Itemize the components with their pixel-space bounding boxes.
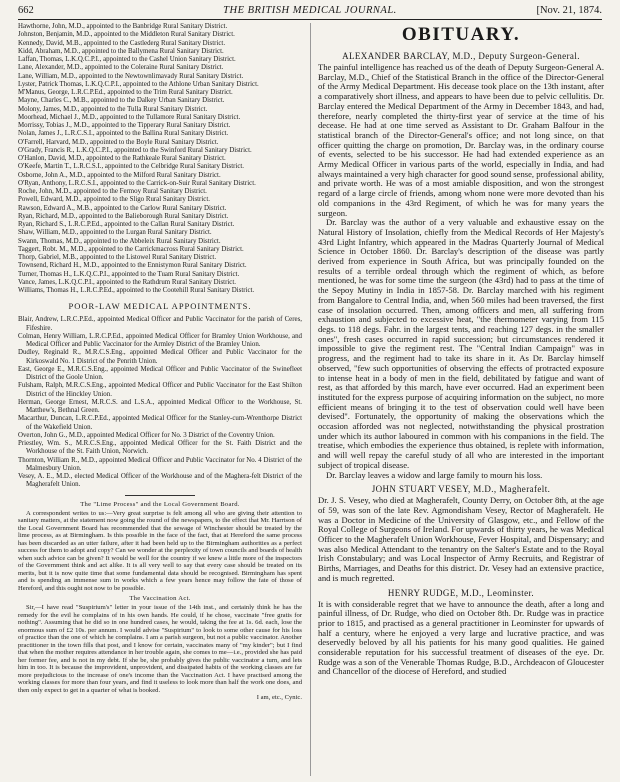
list-item: Laffan, Thomas, L.K.Q.C.P.I., appointed to the Cashel Union Sanitary District. <box>18 56 236 63</box>
list-item: Johnston, Benjamin, M.D., appointed to the Middleton Rural Sanitary District. <box>18 31 235 39</box>
obituary-paragraph: Dr. Barclay was the author of a very valuable and exhaustive essay on the Natural History of Insolation, chiefly from the Medical Records of Her Majesty's 43rd Light Infantry, which appeared in the Madras Quarterly Journal of Medical Science in October 1860. Dr. Barclay's description of the disease was partly derived from experience in South Africa, but was principally founded on the results of a terrible ordeal through which the regiment of which, as before mentioned, he was for some time the surgeon (the 43rd) had to pass at the time of the Sepoy Mutiny in India in 1857-58. Dr. Barclay marched with his regiment from Bangalore to Central India, and, when 560 miles had been traversed, the first case of insolation occurred. Then, among officers and men, all suffering from exhaustion and subjected to excessive heat, "the thermometer varying from 115 degs. to 118 degs. Fahr. in the largest tents, and reaching 127 degs. in the smaller ones", fresh cases occurred in rapid succession; but circumstances rendered it impossible to give the regiment rest. The "Central Indian Campaign" was in progress, and the regiment had to take its share in it. As Dr. Barclay himself observed, "few such opportunities of observing the effects of protracted exposure to intense heat in a body of men in the field, debilitated by fatigue and want of rest, as that afforded by this march, have ever occurred. Had an experiment been instituted for the express purpose of acquiring information on the subject, no more efficient means of bringing it to the test of observation could well have been devised". Fortunately, the opportunity of making the observations which the occasion afforded was not neglected, notwithstanding the physical prostration under which its author laboured in common with his companions in the field. The treatise, which embodies the experience thus obtained, is replete with information, and will well repay the careful study of all who are interested in the important subject of tropical disease. <box>318 217 604 470</box>
list-item: Thorp, Gabriel, M.B., appointed to the Listowel Rural Sanitary District. <box>18 254 217 261</box>
list-item: Colman, Henry William, L.R.C.P.Ed., appointed Medical Officer for Bramley Union Workhouse, and Medical Officer and Public Vaccinator for the Armley District of the Bramley Union. <box>18 332 302 348</box>
lime-process-title: The "Lime Process" and the Local Government Board. <box>80 500 240 508</box>
list-item: O'Grady, Francis R., L.K.Q.C.P.I., appointed to the Swinford Rural Sanitary District. <box>18 146 252 154</box>
list-item: M'Manus, George, L.R.C.P.Ed., appointed to the Trim Rural Sanitary District. <box>18 89 233 96</box>
left-column <box>18 23 302 778</box>
obituary-paragraph: The painful intelligence has reached us of the death of Deputy Surgeon-General A. Barclay, M.D., Chief of the Statistical Branch in the office of the Director-General of the Army Medical Department. His decease took place on the 13th instant, after a comparatively short illness, and appears to have been due to pelvic cellulitis. Dr. Barclay entered the Medical Department of the Army in December 1843, and had, therefore, nearly completed the thirty-first year of service at the time of his decease. He had at one time served as Assistant to Dr. Graham Balfour in the statistical branch of the Director-General's office; and not long since, on that officer quitting the charge on promotion, Dr. Barclay was, in the ordinary course of events, selected to be his successor. He had had extended experience as an Army Medical Officer in various parts of the world, especially in India, and had always maintained a very high character for good sound sense, professional ability, and private worth. He was of a most amiable disposition, and won the strongest regard of a large circle of friends, among whom none were more devoted than his old companions in the 43rd Regiment, of which he was for many years the surgeon. <box>318 62 604 218</box>
poor-law-list <box>18 316 302 489</box>
obituary-name-barclay: ALEXANDER BARCLAY, M.D., Deputy Surgeon-General. <box>342 51 580 61</box>
list-item: O'Hanlon, David, M.D., appointed to the Rathkeale Rural Sanitary District. <box>18 155 226 162</box>
list-item: Shaw, William, M.D., appointed to the Lurgan Rural Sanitary District. <box>18 229 212 237</box>
vaccination-signature: I am, etc., Cynic. <box>256 694 302 701</box>
list-item: Osborne, John A., M.D., appointed to the Milford Rural Sanitary District. <box>18 171 221 179</box>
journal-title: THE BRITISH MEDICAL JOURNAL. <box>223 5 397 16</box>
list-item: O'Ryan, Anthony, L.R.C.S.I., appointed to the Carrick-on-Suir Rural Sanitary District. <box>18 179 256 187</box>
poor-law-title: POOR-LAW MEDICAL APPOINTMENTS. <box>68 301 252 312</box>
irish-appointments-list <box>18 23 302 295</box>
list-item: Roche, John, M.D., appointed to the Fermoy Rural Sanitary District. <box>18 188 207 195</box>
obituary-paragraph: Dr. J. S. Vesey, who died at Magherafelt, County Derry, on October 8th, at the age of 59, was son of the late Rev. Agmondisham Vesey, Rector of Magherafelt. He was a Doctor in Medicine of the University of Glasgow, etc., and Fellow of the Royal College of Surgeons of Ireland. For upwards of thirty years, he was Medical Officer to the Magherafelt Union Workhouse, Fever Hospital, and Dispensary; and was also Medical Attendant to the tenantry on the Salter's Estate and to the Royal Irish Constabulary; and was Local Inspector of Army Recruits, and Registrar of Births, Marriages, and Deaths for this district. Dr. Vesey had an extensive practice, and is much regretted. <box>318 495 604 583</box>
list-item: Rawson, Edward A., M.B., appointed to the Carlow Rural Sanitary District. <box>18 204 227 212</box>
obituary-name-vesey: JOHN STUART VESEY, M.D., Magherafelt. <box>371 484 551 495</box>
list-item: O'Keefe, Martin T., L.R.C.S.I., appointed to the Celbridge Rural Sanitary District. <box>18 163 245 171</box>
right-column <box>318 23 604 778</box>
list-item: Vance, James, L.K.Q.C.P.I., appointed to the Rathdrum Rural Sanitary District. <box>18 278 236 286</box>
list-item: Molony, James, M.D., appointed to the Tulla Rural Sanitary District. <box>18 105 208 113</box>
page-header <box>18 4 602 18</box>
list-item: Overton, John G., M.D., appointed Medical Officer for No. 3 District of the Coventry Union. <box>18 431 275 439</box>
list-item: Vesey, A. E., M.D., elected Medical Officer of the Workhouse and of the Maghera-felt District of the Magherafelt Union. <box>18 473 302 489</box>
page-number: 662 <box>18 5 34 16</box>
list-item: Kidd, Abraham, M.D., appointed to the Ballymena Rural Sanitary District. <box>18 47 224 55</box>
vaccination-title: The Vaccination Act. <box>129 595 191 602</box>
list-item: Lane, Alexander, M.D., appointed to the Coleraine Rural Sanitary District. <box>18 64 224 72</box>
list-item: Kennedy, David, M.B., appointed to the Castlederg Rural Sanitary District. <box>18 39 226 47</box>
list-item: Herman, George Ernest, M.R.C.S. and L.S.A., appointed Medical Officer to the Workhouse, St. Matthew's, Bethnal Green. <box>18 398 302 414</box>
list-item: Priestley, Wm. S., M.R.C.S.Eng., appointed Medical Officer for the St. Faith District and the Workhouse of the St. Faith Union, Norwich. <box>18 440 302 456</box>
list-item: Macarthur, Duncan, L.R.C.P.Ed., appointed Medical Officer for the Stanley-cum-Wrenthorpe District of the Wakefield Union. <box>18 415 302 431</box>
list-item: Powell, Edward, M.D., appointed to the Sligo Rural Sanitary District. <box>18 196 210 204</box>
list-item: O'Farrell, Harvard, M.D., appointed to the Boyle Rural Sanitary District. <box>18 138 219 146</box>
obituary-paragraph: It is with considerable regret that we have to announce the death, after a long and painful illness, of Dr. Rudge, who died on October 8th. Dr. Rudge was in practice prior to 1815, and practised as a general practitioner in Leominster for upwards of half a century, where he enjoyed a very large and lucrative practice, and was deservedly beloved by all his patients for his many good qualities. He gained considerable reputation for his successful treatment of diseases of the eye. Dr. Rudge was a son of the Venerable Thomas Rudge, B.D., Archdeacon of Gloucester and Chancellor of the diocese of Hereford, and studied <box>318 598 604 677</box>
list-item: Williams, Thomas H., L.R.C.P.Ed., appointed to the Cootehill Rural Sanitary District. <box>18 287 255 294</box>
section-rule <box>125 495 195 496</box>
lime-process-text: A correspondent writes to us:—Very great surprise is felt among all who are giving their attention to sanitary matters, at the statement now going the round of the newspapers, to the effect that Mr. Harrison of the Local Government Board has recommended that the sewage of Winchester should be treated by the lime process, as at Birmingham. Is this possible in the face of the fact, that at Hereford the same process has been discarded as an utter failure, after it had been held up to the Birmingham authorities as a perfect success for them to adopt and copy? Can we wonder at the perplexity of town councils and boards of health when such advice can be given? It would be well for the country if we knew a little more of the inspectors of the Government think and act alike. It is all very well to say that every case should be treated on its merits, but it is now quite time that some fundamental data should be recognised. Birmingham has spent and is spending an immense sum in works which a few years hence may follow the fate of those of Hereford, and this ought not now to be possible. <box>18 509 302 592</box>
list-item: Taggert, Robt. M., M.D., appointed to the Carrickmacross Rural Sanitary District. <box>18 245 244 253</box>
obituary-paragraph: Dr. Barclay leaves a widow and large family to mourn his loss. <box>326 469 543 480</box>
list-item: Blair, Andrew, L.R.C.P.Ed., appointed Medical Officer and Public Vaccinator for the parish of Ceres, Fifeshire. <box>18 316 302 332</box>
obituary-heading: OBITUARY. <box>401 24 521 45</box>
list-item: Lyster, Patrick Thomas, L.K.Q.C.P.I., appointed to the Athlone Urban Sanitary District. <box>18 80 259 88</box>
issue-date: [Nov. 21, 1874. <box>536 5 602 16</box>
column-divider <box>310 23 311 776</box>
list-item: Nolan, James J., L.R.C.S.I., appointed to the Ballina Rural Sanitary District. <box>18 130 229 138</box>
list-item: Hawthorne, John, M.D., appointed to the Banbridge Rural Sanitary District. <box>18 23 228 30</box>
header-rule <box>18 19 602 20</box>
list-item: Thornton, William R., M.D., appointed Medical Officer and Public Vaccinator for No. 4 District of the Malmesbury Union. <box>18 456 302 472</box>
list-item: Dudley, Reginald R., M.R.C.S.Eng., appointed Medical Officer and Public Vaccinator for the Kirkoswald No. 1 District of the Penrith Union. <box>18 349 302 365</box>
list-item: Moorhead, Michael J., M.D., appointed to the Tullamore Rural Sanitary District. <box>18 113 241 121</box>
list-item: Lane, William, M.D., appointed to the Newtownlimavady Rural Sanitary District. <box>18 72 244 80</box>
list-item: Fulsham, Ralph, M.R.C.S.Eng., appointed Medical Officer and Public Vaccinator for the East Shilton District of the Hinckley Union. <box>18 382 302 398</box>
vaccination-text: Sir,—I have read "Suspirium's" letter in your issue of the 14th inst., and certainly think he has the remedy for the evil he complains of in his own hands. He could, if he chose, vaccinate "free gratis for nothing". Assuming that he did so in one hundred cases, he would, taking the fee at 1s. 6d. each, lose the enormous sum of £2 10s. per annum. I would advise "Suspirium" to look to some other cause for his loss of practice than the one of which he complains. I am a parish surgeon, but not a public vaccinator. Another practitioner in the town fills that post, and I know for certain, vaccinates many of "my kinder"; but I find that when the mother requires attendance in her trouble again, she comes to me—i.e., provided she has paid her former fee, and is not in my debt. If she be, she probably gives the public vaccinator a turn, and lets him in too. It is because the improvident, unprovident, and dissipated habits of the working classes are far more prejudicious to the increase of one's income than the Vaccination Act. I have practised among the working classes for more than four years, and find it useless to look more than half the work one does, and then only expect to get in a quarter of what is booked. <box>18 604 302 694</box>
obituary-name-rudge: HENRY RUDGE, M.D., Leominster. <box>387 587 535 598</box>
list-item: Ryan, Richard S., L.R.C.P.Ed., appointed to the Callan Rural Sanitary District. <box>18 221 235 228</box>
list-item: Swann, Thomas, M.D., appointed to the Abbeleix Rural Sanitary District. <box>18 237 221 245</box>
list-item: Ryan, Richard, M.D., appointed to the Balieborough Rural Sanitary District. <box>18 212 229 220</box>
list-item: Turner, Thomas H., L.K.Q.C.P.I., appointed to the Tuam Rural Sanitary District. <box>18 270 240 278</box>
list-item: Mayne, Charles C., M.B., appointed to the Dalkey Urban Sanitary District. <box>18 97 225 105</box>
list-item: East, George E., M.R.C.S.Eng., appointed Medical Officer and Public Vaccinator of the Swinefleet District of the Goole Union. <box>18 365 302 381</box>
list-item: Morrissy, Tobias J., M.D., appointed to the Tipperary Rural Sanitary District. <box>18 122 231 129</box>
list-item: Townsend, Richard H., M.D., appointed to the Ennistymon Rural Sanitary District. <box>18 262 247 270</box>
